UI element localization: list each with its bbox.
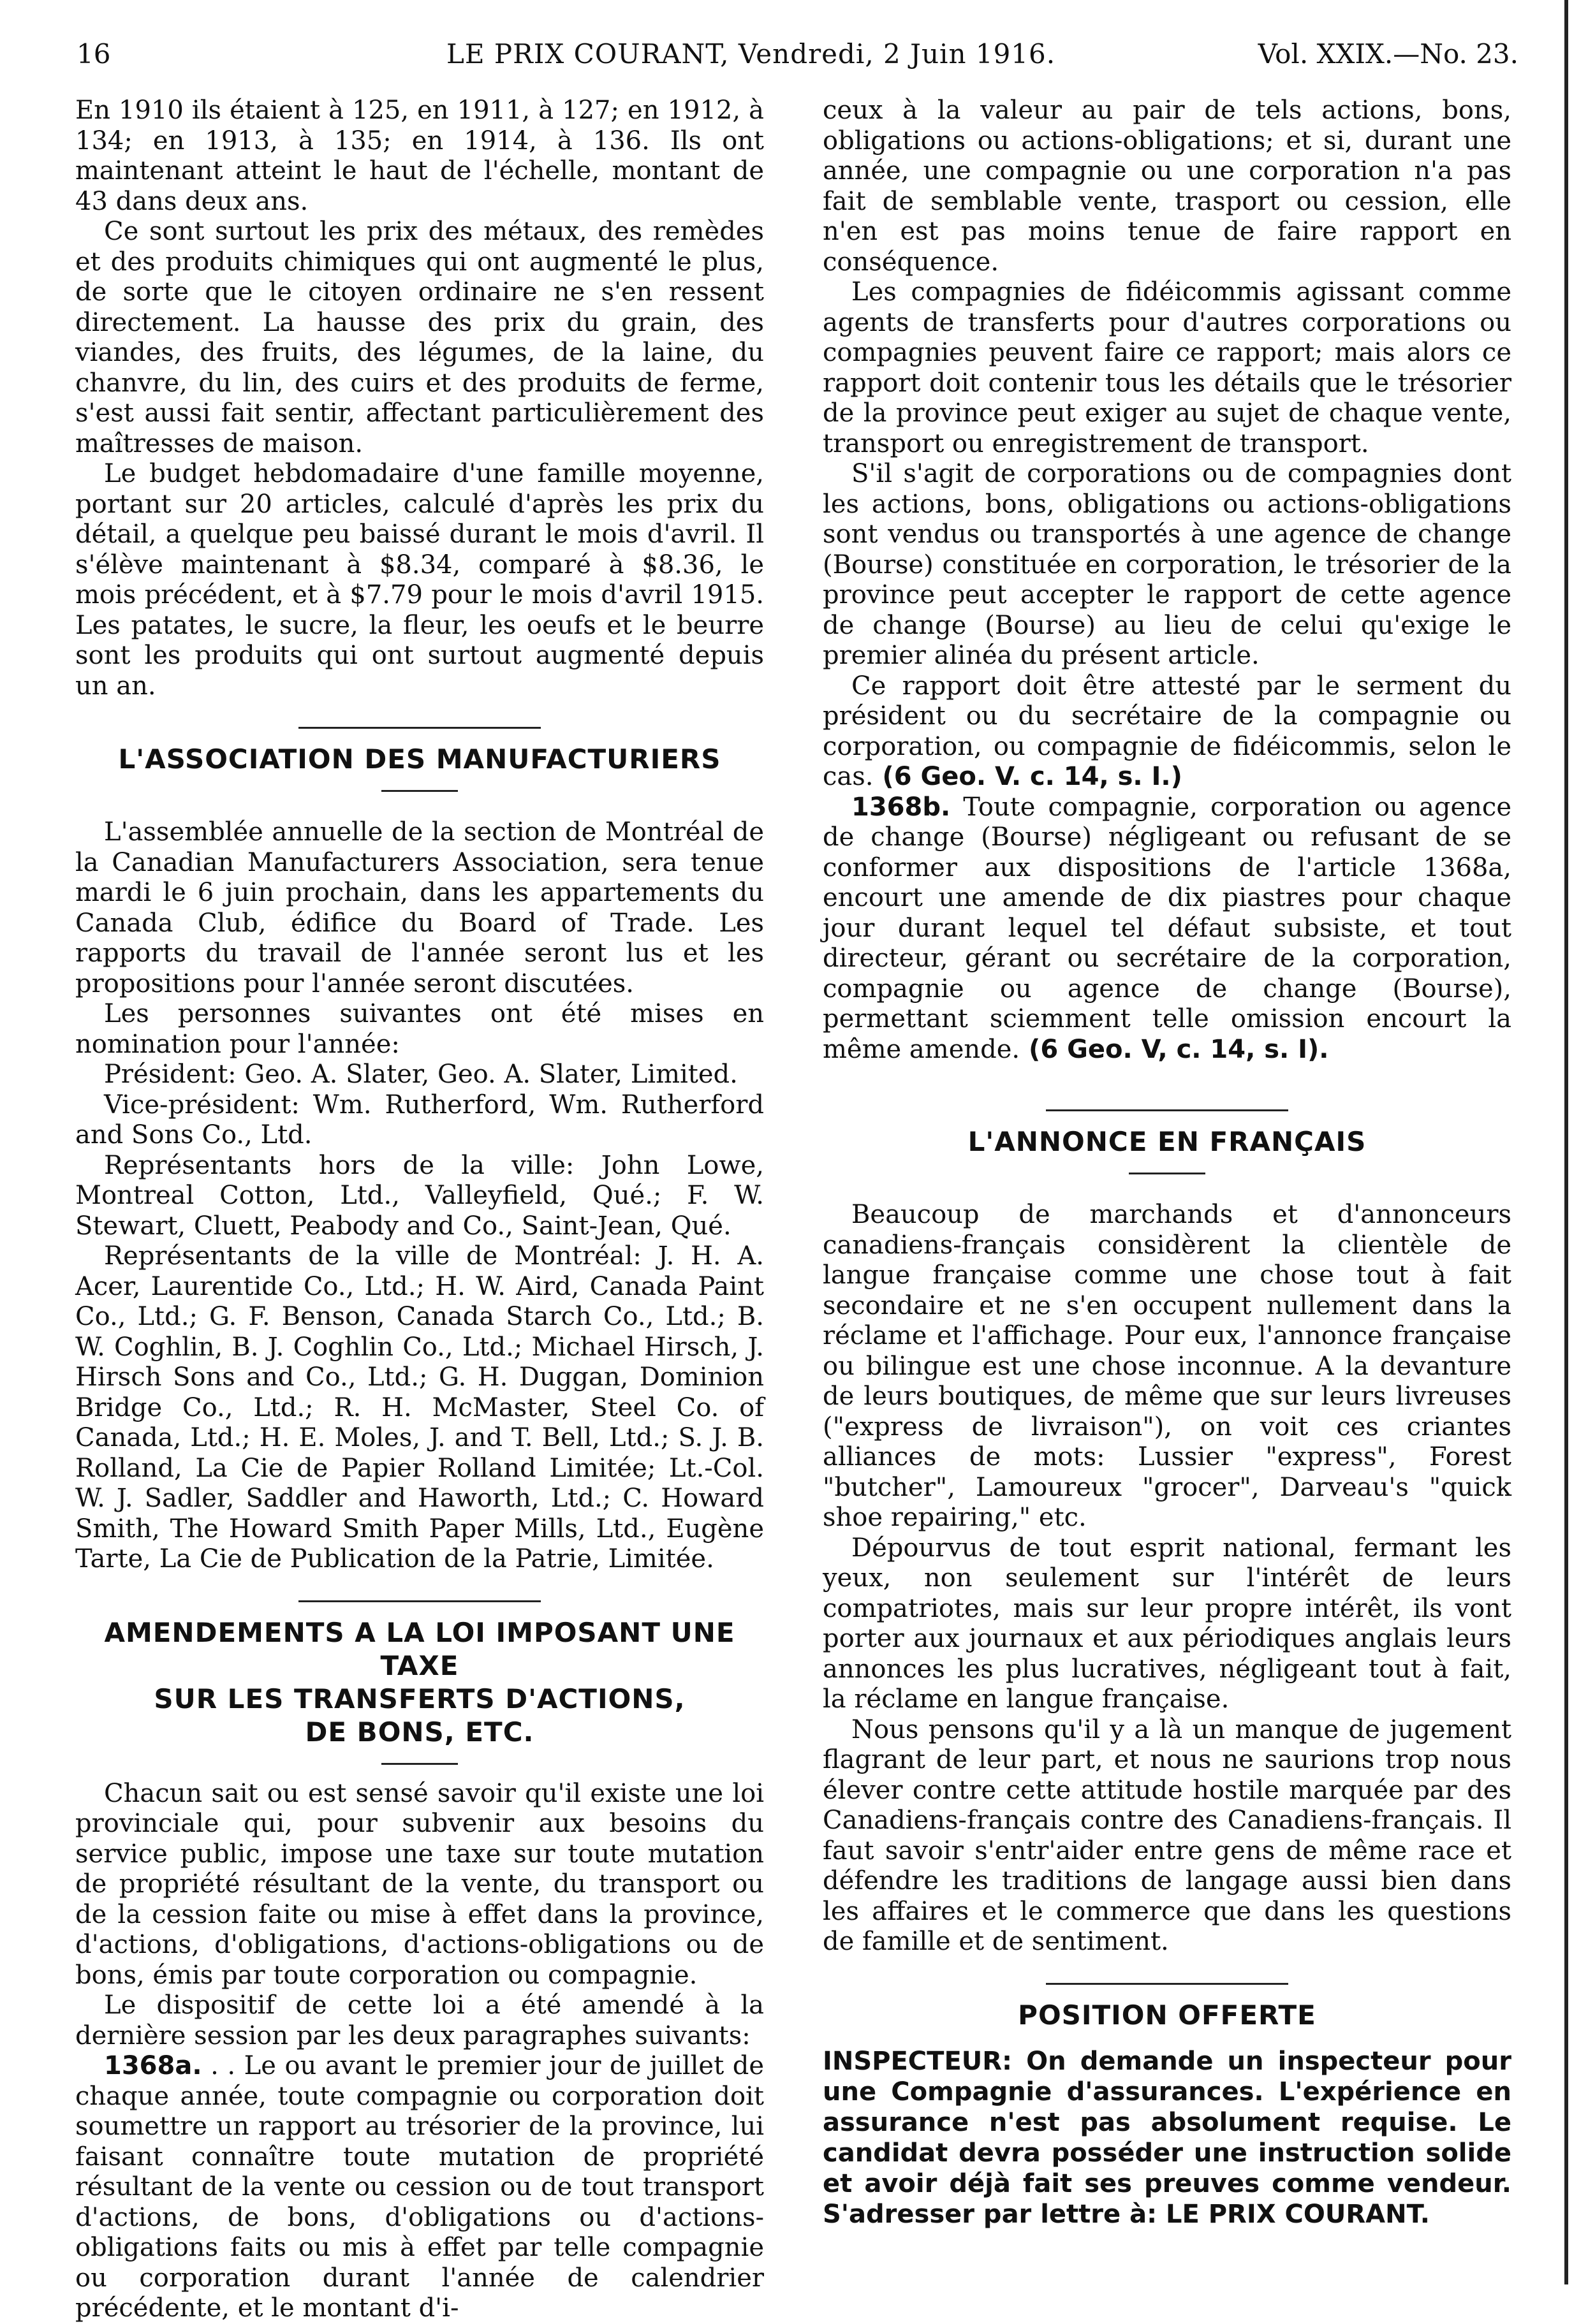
article-paragraph: Le dispositif de cette loi a été amendé à la dernière session par les deux paragraphes suivants:: [75, 1991, 764, 2050]
right-column: [823, 96, 1511, 2230]
statute-reference: (6 Geo. V. c. 14, s. I.): [873, 762, 1182, 791]
section-heading-line-3: DE BONS, ETC.: [305, 1716, 534, 1748]
article-paragraph: Représentants de la ville de Montréal: J. H. A. Acer, Laurentide Co., Ltd.; H. W. Aird, Canada Paint Co., Ltd.; G. F. Benson, Canada Starch Co., Ltd.; B. W. Coghlin, B. J. Coghlin Co., Ltd.; Michael Hirsch, J. Hirsch Sons and Co., Ltd.; G. H. Duggan, Dominion Bridge Co., Ltd.; R. H. McMaster, Steel Co. of Canada, Ltd.; H. E. Moles, J. and T. Bell, Ltd.; S. J. B. Rolland, La Cie de Papier Rolland Limitée; Lt.-Col. W. J. Sadler, Saddler and Haworth, Ltd.; C. Howard Smith, The Howard Smith Paper Mills, Ltd., Eugène Tarte, La Cie de Publication de la Patrie, Limitée.: [75, 1241, 764, 1574]
volume-number: Vol. XXIX.—No. 23.: [1258, 38, 1518, 69]
section-heading: POSITION OFFERTE: [1018, 1999, 1316, 2031]
section-heading-line-2: SUR LES TRANSFERTS D'ACTIONS,: [154, 1683, 686, 1714]
article-paragraph: L'assemblée annuelle de la section de Montréal de la Canadian Manufacturers Association, sera tenue mardi le 6 juin prochain, dans les appartements du Canada Club, édifice du Board of Trade. Les rapports du travail de l'année seront lus et les propositions pour l'année seront discutées.: [75, 817, 764, 998]
article-paragraph: Chacun sait ou est sensé savoir qu'il existe une loi provinciale qui, pour subvenir aux besoins du service public, impose une taxe sur toute mutation de propriété résultant de la vente, du transport ou de la cession faite ou mise à effet dans la province, d'actions, d'obligations, d'actions-obligations ou de bons, émis par toute corporation ou compagnie.: [75, 1778, 764, 1990]
article-text: . . Le ou avant le premier jour de juillet de chaque année, toute compagnie ou corporation doit soumettre un rapport au trésorier de la province, lui faisant connaître toute mutation de propriété résultant de la vente ou cession ou de tout transport d'actions, de bons, d'obligations ou d'actions-obligations faits ou mis à effet par telle compagnie ou corporation durant l'année de calendrier précédente, et le montant d'i-: [75, 2051, 764, 2323]
article-paragraph: Les personnes suivantes ont été mises en nomination pour l'année:: [75, 999, 764, 1059]
article-paragraph: Dépourvus de tout esprit national, fermant les yeux, non seulement sur l'intérêt de leurs compatriotes, mais sur leur propre intérêt, ils vont porter aux journaux et aux périodiques anglais leurs annonces les plus lucratives, négligeant tout à fait, la réclame en langue française.: [823, 1533, 1511, 1714]
article-paragraph: Le budget hebdomadaire d'une famille moyenne, portant sur 20 articles, calculé d'après les prix du détail, a quelque peu baissé durant le mois d'avril. Il s'élève maintenant à $8.34, comparé à $8.36, le mois précédent, et à $7.79 pour le mois d'avril 1915. Les patates, le sucre, la fleur, les oeufs et le beurre sont les produits qui ont surtout augmenté depuis un an.: [75, 459, 764, 701]
left-column: [75, 96, 764, 2324]
article-paragraph: Les compagnies de fidéicommis agissant comme agents de transferts pour d'autres corporations ou compagnies peuvent faire ce rapport; mais alors ce rapport doit contenir tous les détails que le trésorier de la province peut exiger au sujet de chaque vente, transport ou enregistrement de transport.: [823, 277, 1511, 458]
page-header: [70, 38, 1518, 83]
article-paragraph: S'il s'agit de corporations ou de compagnies dont les actions, bons, obligations ou actions-obligations sont vendus ou transportés à une agence de change (Bourse) constituée en corporation, le trésorier de la province peut accepter le rapport de cette agence de change (Bourse) au lieu de celui qu'exige le premier alinéa du présent article.: [823, 459, 1511, 670]
article-number: 1368b.: [851, 792, 951, 822]
article-paragraph: Ce sont surtout les prix des métaux, des remèdes et des produits chimiques qui ont augmenté le plus, de sorte que le citoyen ordinaire ne s'en ressent directement. La hausse des prix du grain, des viandes, des fruits, des légumes, de la laine, du chanvre, du lin, des cuirs et des produits de ferme, s'est aussi fait sentir, affectant particulièrement des maîtresses de maison.: [75, 217, 764, 458]
article-paragraph: Beaucoup de marchands et d'annonceurs canadiens-français considèrent la clientèle de langue française comme une chose tout à fait secondaire et ne s'en occupent nullement dans la réclame et l'affichage. Pour eux, l'annonce française ou bilingue est une chose inconnue. A la devanture de leurs boutiques, de même que sur leurs livreuses ("express de livraison"), on voit ces criantes alliances de mots: Lussier "express", Forest "butcher", Lamoureux "grocer", Darveau's "quick shoe repairing," etc.: [823, 1200, 1511, 1532]
article-paragraph: [823, 793, 1511, 1065]
article-paragraph: [75, 2051, 764, 2324]
section-heading: L'ASSOCIATION DES MANUFACTURIERS: [118, 743, 721, 775]
page-number: 16: [77, 38, 111, 69]
article-paragraph: [823, 671, 1511, 793]
article-paragraph: ceux à la valeur au pair de tels actions, bons, obligations ou actions-obligations; et si, durant une année, une compagnie ou une corporation n'a pas fait de semblable vente, trasport ou cession, elle n'en est pas moins tenue de faire rapport en conséquence.: [823, 96, 1511, 277]
article-paragraph: Nous pensons qu'il y a là un manque de jugement flagrant de leur part, et nous ne saurions trop nous élever contre cette attitude hostile marquée par des Canadiens-français contre des Canadiens-français. Il faut savoir s'entr'aider entre gens de même race et défendre les traditions de langage aussi bien dans les affaires et le commerce que dans les questions de famille et de sentiment.: [823, 1714, 1511, 1956]
classified-ad: INSPECTEUR: On demande un inspecteur pour une Compagnie d'assurances. L'expérience en assurance n'est pas absolument requise. Le candidat devra posséder une instruction solide et avoir déjà fait ses preuves comme vendeur. S'adresser par lettre à: LE PRIX COURANT.: [823, 2046, 1511, 2229]
page-edge-rule: [1564, 0, 1568, 2284]
article-paragraph: Président: Geo. A. Slater, Geo. A. Slater, Limited.: [104, 1060, 738, 1089]
section-heading: L'ANNONCE EN FRANÇAIS: [967, 1126, 1367, 1157]
article-text: Toute compagnie, corporation ou agence de change (Bourse) négligeant ou refusant de se conformer aux dispositions de l'article 1368a, encourt une amende de dix piastres pour chaque jour durant lequel tel défaut subsiste, et tout directeur, gérant ou secrétaire de la corporation, compagnie ou agence de change (Bourse), permettant sciemment telle omission encourt la même amende.: [823, 792, 1511, 1064]
article-number: 1368a.: [104, 2051, 202, 2080]
statute-reference: (6 Geo. V, c. 14, s. I).: [1020, 1034, 1329, 1064]
article-paragraph: Vice-président: Wm. Rutherford, Wm. Rutherford and Sons Co., Ltd.: [75, 1090, 764, 1150]
article-paragraph: En 1910 ils étaient à 125, en 1911, à 127; en 1912, à 134; en 1913, à 135; en 1914, à 136. Ils ont maintenant atteint le haut de l'échelle, montant de 43 dans deux ans.: [75, 96, 764, 216]
article-paragraph: Représentants hors de la ville: John Lowe, Montreal Cotton, Ltd., Valleyfield, Qué.; F. W. Stewart, Cluett, Peabody and Co., Saint-Jean, Qué.: [75, 1150, 764, 1241]
section-heading-line-1: AMENDEMENTS A LA LOI IMPOSANT UNE TAXE: [104, 1616, 735, 1681]
publication-line: LE PRIX COURANT, Vendredi, 2 Juin 1916.: [446, 38, 1056, 69]
article-text: Ce rapport doit être attesté par le serment du président ou du secrétaire de la compagnie ou corporation, ou compagnie de fidéicommis, selon le cas.: [823, 671, 1511, 791]
